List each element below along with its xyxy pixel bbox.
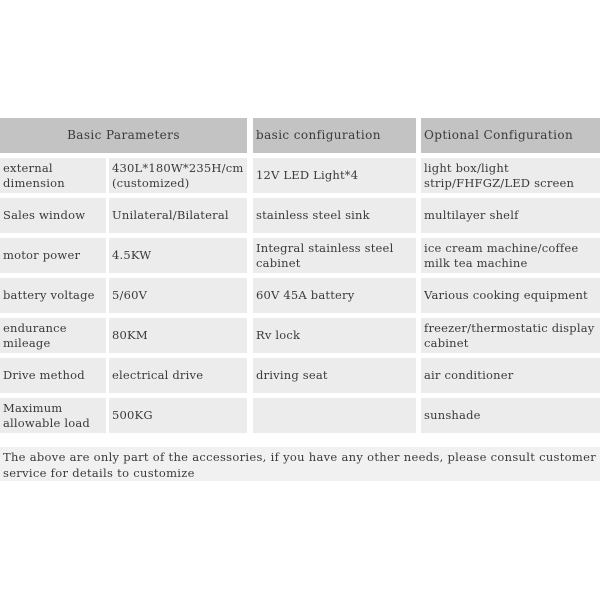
accessories-note: The above are only part of the accessories, if you have any other needs, please consult customer service for details to customize [0,447,600,481]
table-row [0,398,600,433]
parameter-value: electrical drive [109,358,247,393]
optional-config-item: sunshade [421,398,600,433]
optional-config-item: ice cream machine/coffee milk tea machine [421,238,600,273]
header-optional-configuration: Optional Configuration [421,118,600,153]
optional-config-item: Various cooking equipment [421,278,600,313]
parameter-name: external dimension [0,158,106,193]
basic-config-item: Rv lock [253,318,416,353]
parameter-value: 500KG [109,398,247,433]
parameter-name: Maximum allowable load [0,398,106,433]
basic-config-item: stainless steel sink [253,198,416,233]
table-row [0,318,600,353]
optional-config-item: light box/light strip/FHFGZ/LED screen [421,158,600,193]
parameter-value: 430L*180W*235H/cm (customized) [109,158,247,193]
optional-config-item: air conditioner [421,358,600,393]
parameter-value: 4.5KW [109,238,247,273]
basic-config-item: 60V 45A battery [253,278,416,313]
parameter-value: 5/60V [109,278,247,313]
basic-config-item: 12V LED Light*4 [253,158,416,193]
parameter-value: Unilateral/Bilateral [109,198,247,233]
table-header-row [0,118,600,153]
basic-config-item: Integral stainless steel cabinet [253,238,416,273]
table-row [0,358,600,393]
parameter-name: battery voltage [0,278,106,313]
parameter-name: Drive method [0,358,106,393]
optional-config-item: freezer/thermostatic display cabinet [421,318,600,353]
header-basic-parameters: Basic Parameters [0,118,247,153]
parameter-name: Sales window [0,198,106,233]
optional-config-item: multilayer shelf [421,198,600,233]
specification-table [0,118,600,438]
table-row [0,278,600,313]
header-basic-configuration: basic configuration [253,118,416,153]
basic-config-item [253,398,416,433]
parameter-value: 80KM [109,318,247,353]
table-row [0,198,600,233]
table-row [0,158,600,193]
parameter-name: endurance mileage [0,318,106,353]
basic-config-item: driving seat [253,358,416,393]
table-row [0,238,600,273]
parameter-name: motor power [0,238,106,273]
